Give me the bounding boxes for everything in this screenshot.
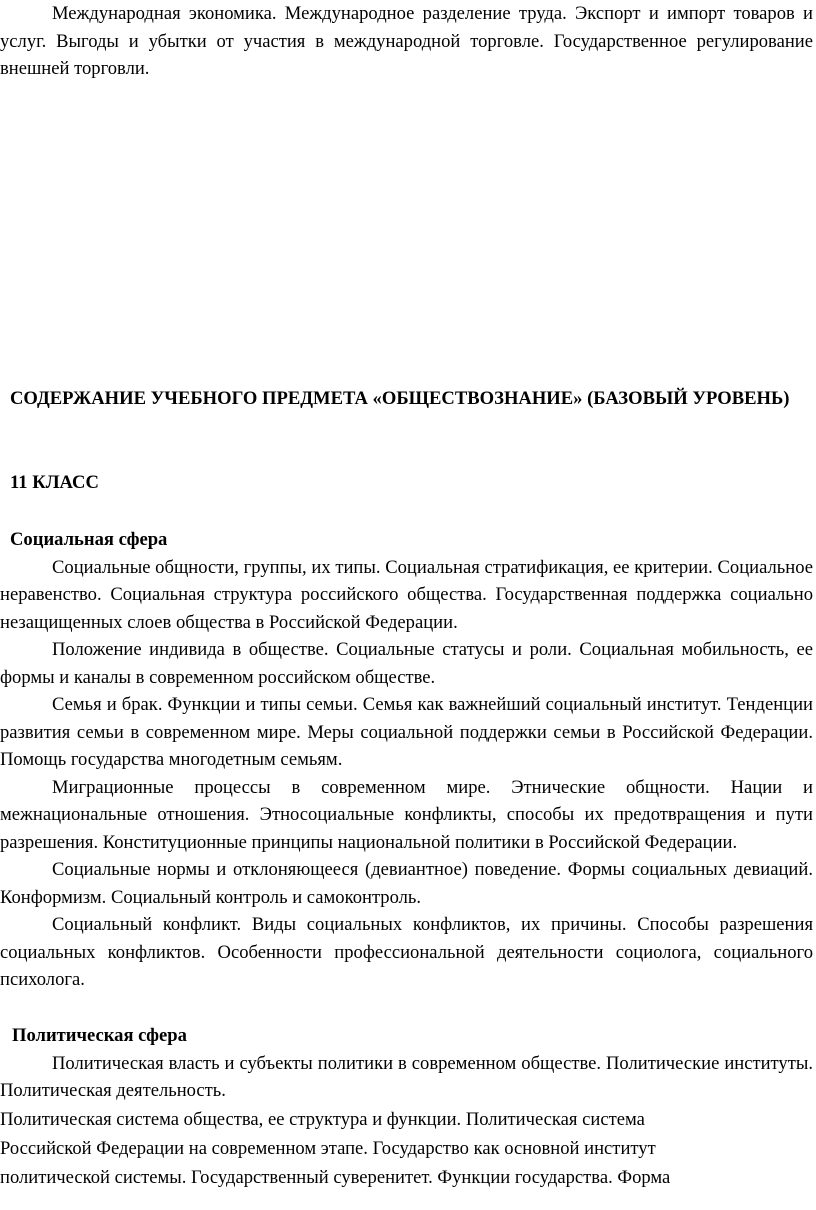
text-line: Политическая система общества, ее структура и функции. Политическая система — [0, 1108, 645, 1130]
political-section — [0, 1022, 813, 1192]
grade-title: 11 КЛАСС — [10, 472, 99, 493]
section-title: СОДЕРЖАНИЕ УЧЕБНОГО ПРЕДМЕТА «ОБЩЕСТВОЗНАНИЕ» (БАЗОВЫЙ УРОВЕНЬ) — [10, 388, 790, 409]
political-paragraph: Политическая власть и субъекты политики в современном обществе. Политические институты. Политическая деятельность. — [0, 1052, 813, 1101]
intro-block — [0, 0, 813, 83]
social-section — [0, 526, 813, 994]
section-header — [0, 384, 813, 413]
social-paragraph: Социальные общности, группы, их типы. Социальная стратификация, ее критерии. Социальное неравенство. Социальная структура российского общества. Государственная поддержка социально незащищенных слоев общества в Российской Федерации. — [0, 556, 813, 633]
social-paragraph: Положение индивида в обществе. Социальные статусы и роли. Социальная мобильность, ее формы и каналы в современном российском обществе. — [0, 639, 813, 688]
social-paragraph: Миграционные процессы в современном мире. Этнические общности. Нации и межнациональные отношения. Этносоциальные конфликты, способы их предотвращения и пути разрешения. Конституционные принципы национальной политики в Российской Федерации. — [0, 776, 813, 853]
grade-header — [0, 468, 813, 497]
intro-paragraph: Международная экономика. Международное разделение труда. Экспорт и импорт товаров и услуг. Выгоды и убытки от участия в международной торговле. Государственное регулирование внешней торговли. — [0, 3, 813, 79]
political-heading: Политическая сфера — [12, 1025, 187, 1046]
social-heading: Социальная сфера — [10, 529, 168, 550]
social-paragraph: Социальные нормы и отклоняющееся (девиантное) поведение. Формы социальных девиаций. Конформизм. Социальный контроль и самоконтроль. — [0, 859, 813, 908]
social-paragraph: Социальный конфликт. Виды социальных конфликтов, их причины. Способы разрешения социальных конфликтов. Особенности профессиональной деятельности социолога, социального психолога. — [0, 914, 813, 990]
text-line: Российской Федерации на современном этапе. Государство как основной институт — [0, 1137, 656, 1159]
social-paragraph: Семья и брак. Функции и типы семьи. Семья как важнейший социальный институт. Тенденции развития семьи в современном мире. Меры социальной поддержки семьи в Российской Федерации. Помощь государства многодетным семьям. — [0, 694, 813, 770]
political-paragraph-continued — [0, 1105, 813, 1192]
text-line: политической системы. Государственный суверенитет. Функции государства. Форма — [0, 1166, 671, 1188]
